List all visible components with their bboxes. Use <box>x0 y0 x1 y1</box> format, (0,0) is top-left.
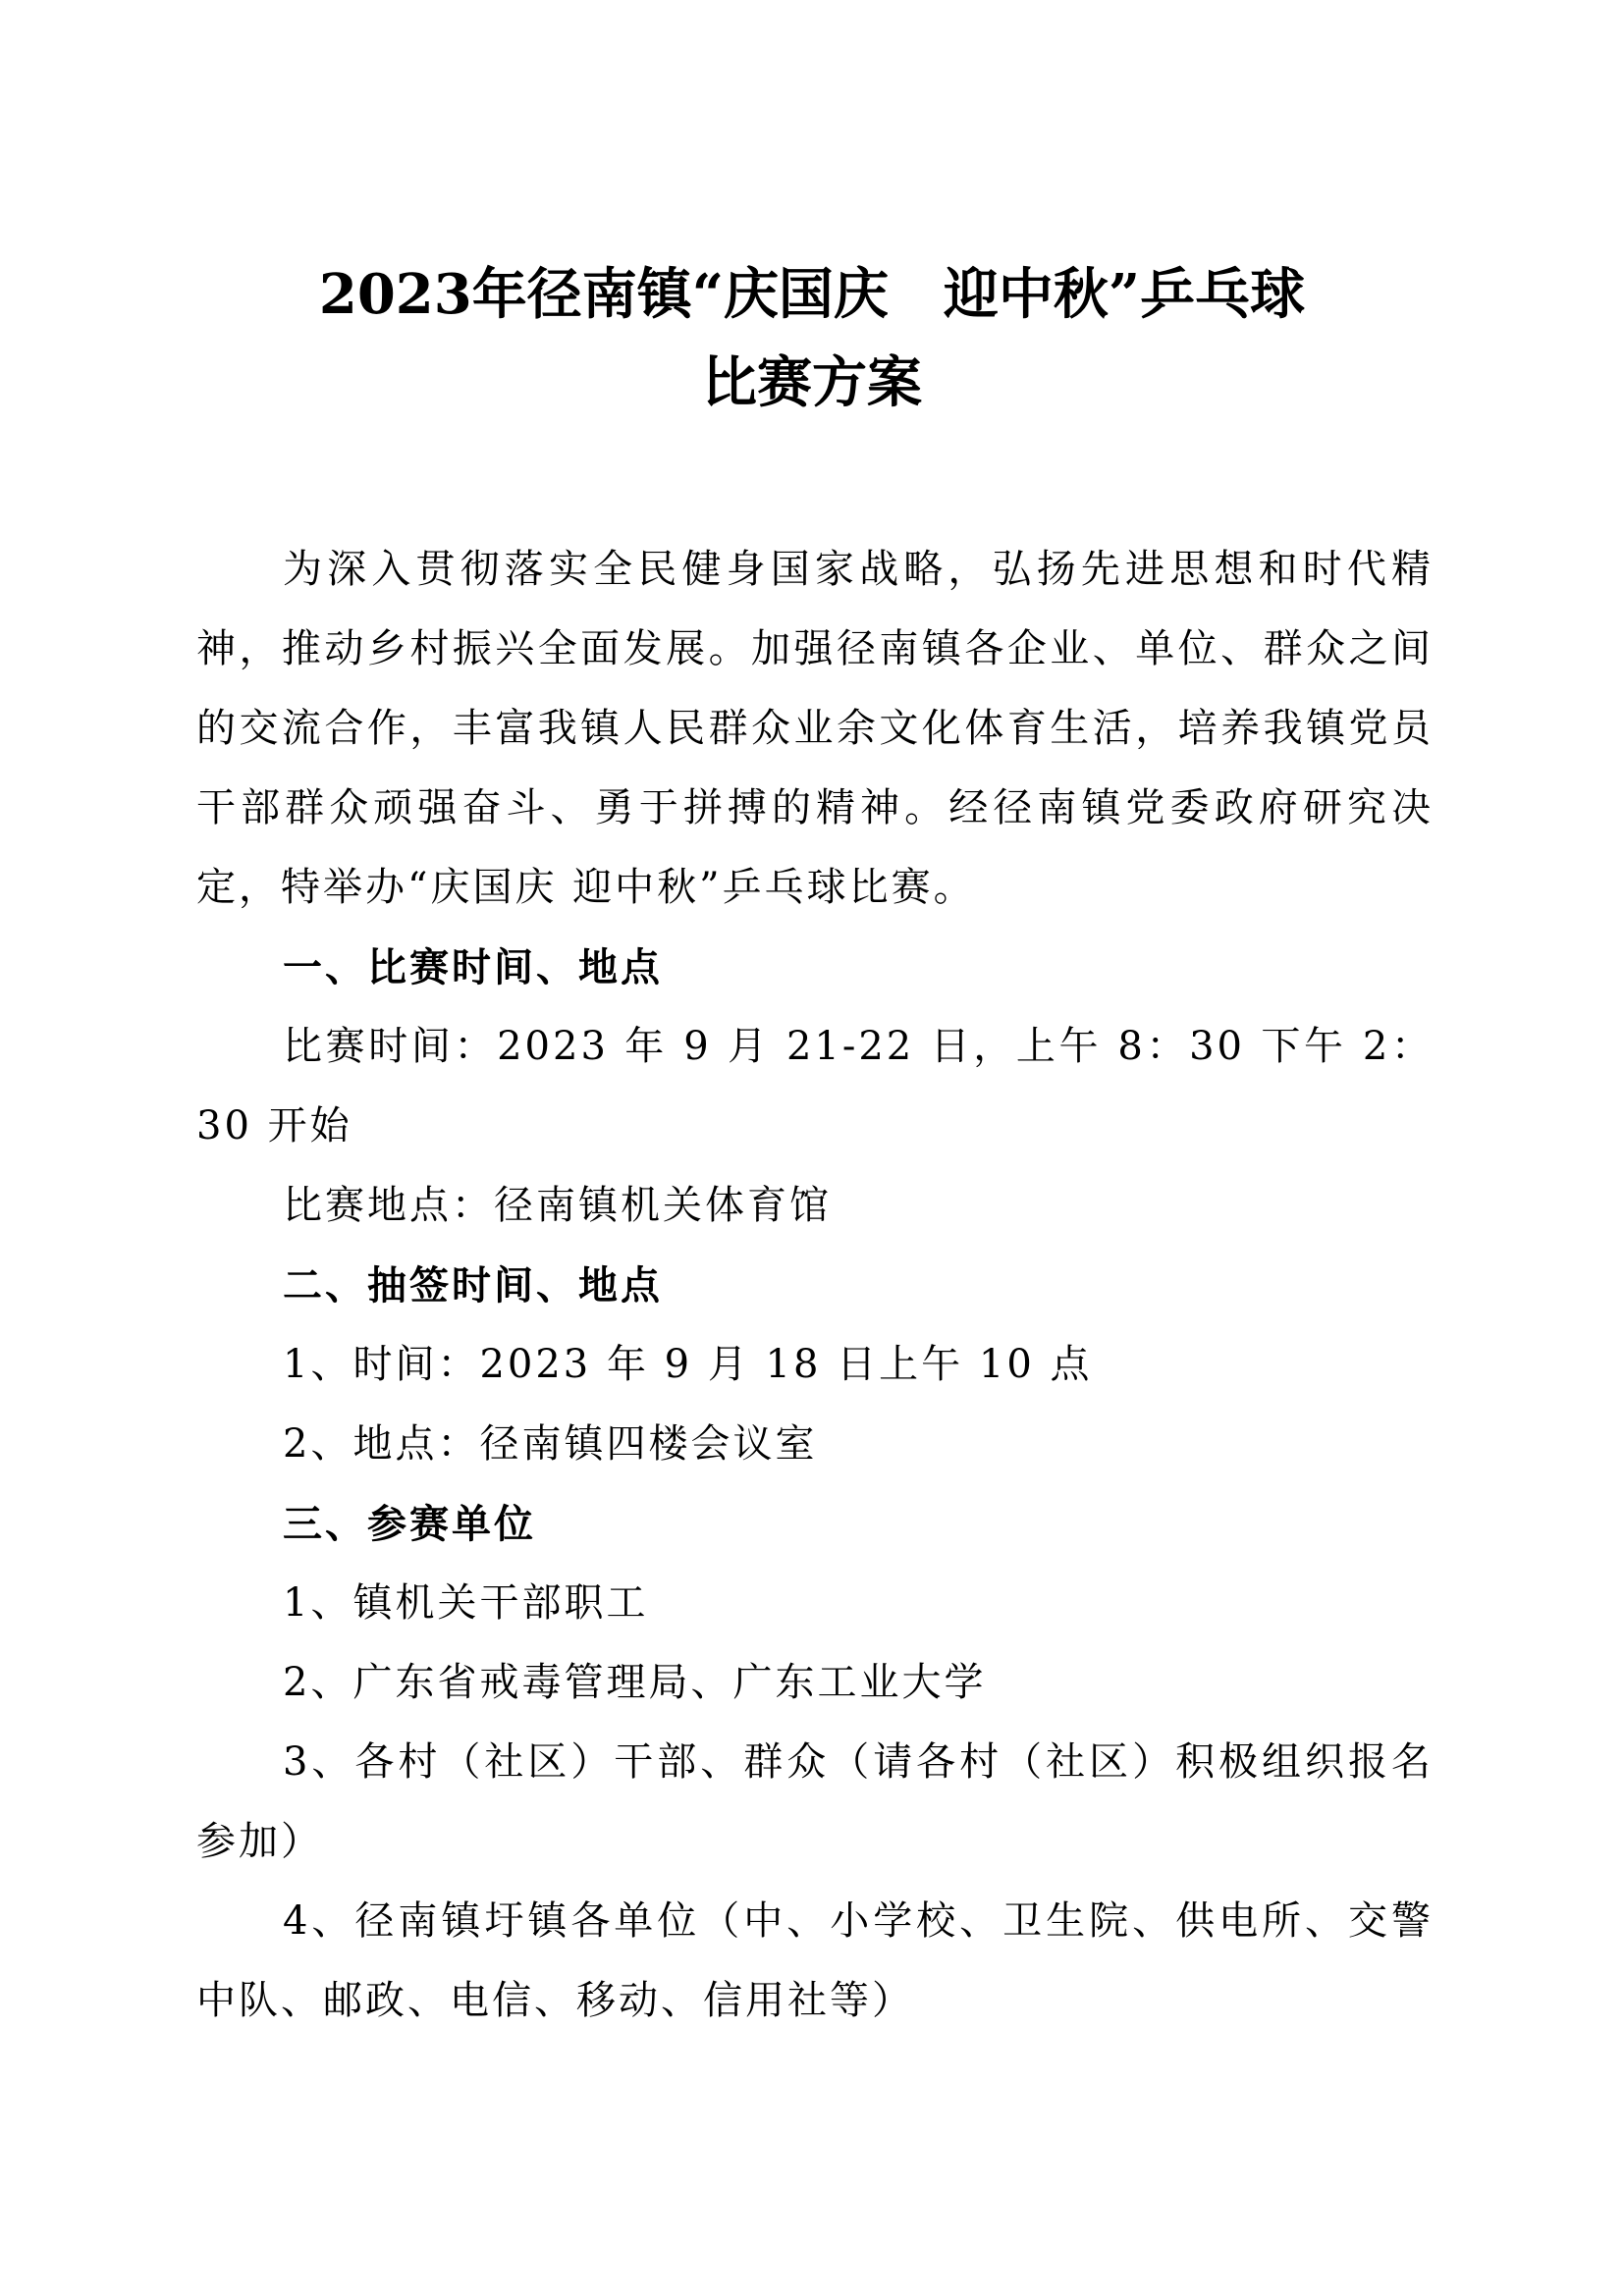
draw-time: 1、时间：2023 年 9 月 18 日上午 10 点 <box>283 1342 1093 1387</box>
competition-time: 比赛时间：2023 年 9 月 21-22 日，上午 8：30 下午 2：30 开始 <box>196 1024 1434 1148</box>
document-title-line-1: 2023年径南镇“庆国庆 迎中秋”乒乓球 <box>318 262 1306 327</box>
section-heading-participants: 三、参赛单位 <box>283 1501 536 1547</box>
draw-venue: 2、地点：径南镇四楼会议室 <box>283 1421 818 1467</box>
participant-item: 3、各村（社区）干部、群众（请各村（社区）积极组织报名参加） <box>196 1739 1434 1864</box>
document-body <box>196 530 1434 2041</box>
section-heading-time-place: 一、比赛时间、地点 <box>283 944 663 990</box>
intro-paragraph: 为深入贯彻落实全民健身国家战略，弘扬先进思想和时代精神，推动乡村振兴全面发展。加强径南镇各企业、单位、群众之间的交流合作，丰富我镇人民群众业余文化体育生活，培养我镇党员干部群众顽强奋斗、勇于拼搏的精神。经径南镇党委政府研究决定，特举办“庆国庆 迎中秋”乒乓球比赛。 <box>196 547 1434 910</box>
participant-item: 2、广东省戒毒管理局、广东工业大学 <box>283 1660 987 1705</box>
section-heading-draw: 二、抽签时间、地点 <box>283 1262 663 1308</box>
competition-venue: 比赛地点：径南镇机关体育馆 <box>283 1183 832 1228</box>
document-title-line-2: 比赛方案 <box>702 350 922 415</box>
participant-item: 1、镇机关干部职工 <box>283 1580 649 1626</box>
participant-item: 4、径南镇圩镇各单位（中、小学校、卫生院、供电所、交警中队、邮政、电信、移动、信用社等） <box>196 1898 1434 2023</box>
